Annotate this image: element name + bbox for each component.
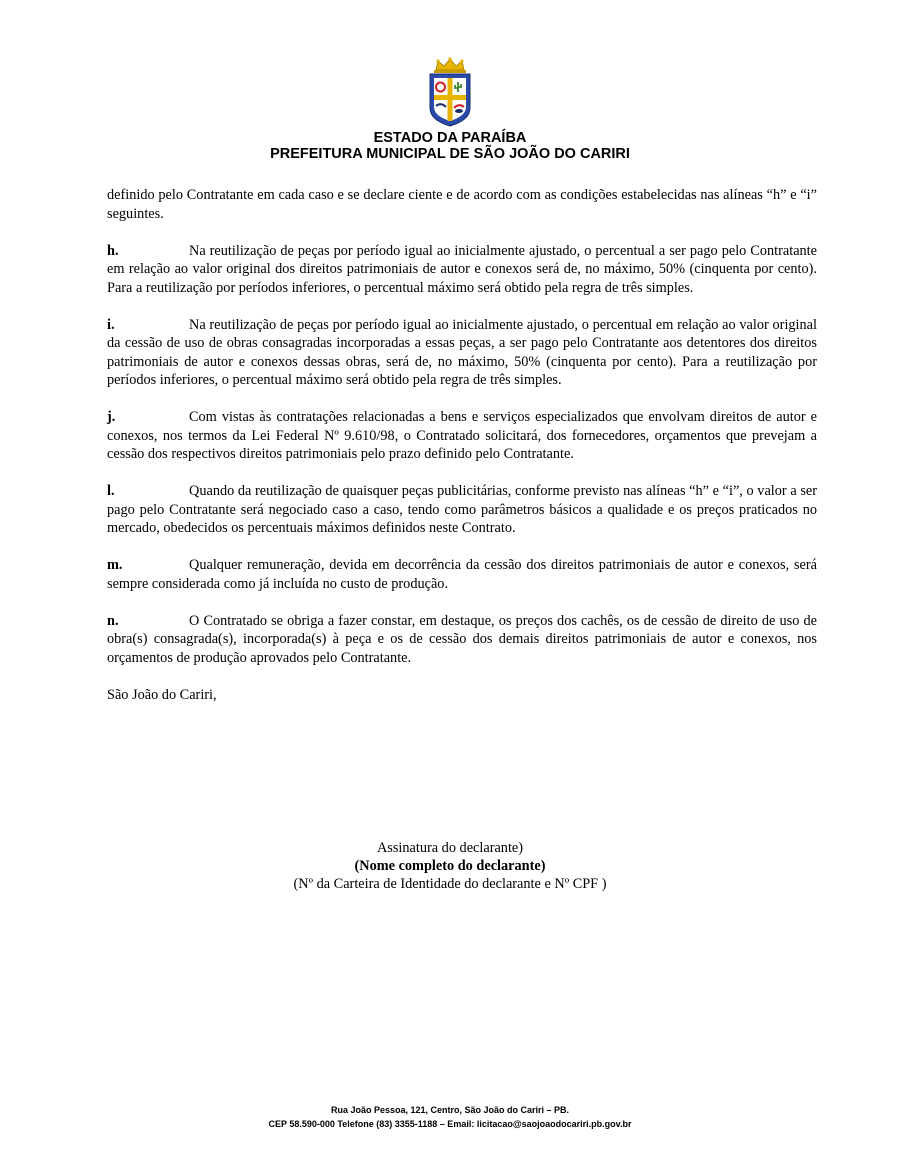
clause-j [107, 408, 817, 464]
clause-m [107, 556, 817, 593]
municipality-name: PREFEITURA MUNICIPAL DE SÃO JOÃO DO CARIRI [270, 146, 630, 162]
state-name: ESTADO DA PARAÍBA [373, 130, 527, 146]
municipal-crest-icon [420, 56, 480, 128]
clause-label: l. [107, 483, 115, 499]
clause-label: m. [107, 557, 123, 573]
footer-address: Rua João Pessoa, 121, Centro, São João do Cariri – PB. [330, 1105, 570, 1115]
clause-text: Na reutilização de peças por período igual ao inicialmente ajustado, o percentual a ser pago pelo Contratante em relação ao valor original dos direitos patrimoniais de autor e conexos será de, no máximo, 50% (cinquenta por cento). Para a reutilização por períodos inferiores, o percentual máximo será obtido pela regra de três simples. [107, 242, 817, 296]
signature-line: Assinatura do declarante) [376, 840, 524, 856]
place-date-line: São João do Cariri, [107, 686, 217, 703]
footer-contact: CEP 58.590-000 Telefone (83) 3355-1188 – Email: licitacao@saojoaodocariri.pb.gov.br [268, 1119, 632, 1129]
clause-h [107, 242, 817, 298]
clause-text: Quando da reutilização de quaisquer peças publicitárias, conforme previsto nas alíneas “h” e “i”, o valor a ser pago pelo Contratante será negociado caso a caso, tendo como parâmetros básicos a qualidade e os preços praticados no mercado, obedecidos os percentuais máximos definidos neste Contrato. [107, 483, 817, 536]
intro-paragraph: definido pelo Contratante em cada caso e se declare ciente e de acordo com as condições estabelecidas nas alíneas “h” e “i” seguintes. [107, 187, 817, 222]
letterhead [0, 56, 900, 162]
clause-l [107, 482, 817, 538]
clause-text: O Contratado se obriga a fazer constar, em destaque, os preços dos cachês, os de cessão de direito de uso de obra(s) consagrada(s), incorporada(s) à peça e os de cessão dos demais direitos patrimoniais de autor e conexos, nos orçamentos de produção aprovados pelo Contratante. [107, 612, 817, 666]
clause-label: i. [107, 316, 115, 333]
document-body [107, 186, 817, 704]
page-footer [0, 1103, 900, 1131]
clause-label: h. [107, 242, 119, 259]
clause-label: n. [107, 612, 119, 629]
declarant-name: (Nome completo do declarante) [354, 858, 546, 874]
clause-text: Com vistas às contratações relacionadas a bens e serviços especializados que envolvam direitos de autor e conexos, nos termos da Lei Federal Nº 9.610/98, o Contratado solicitará, dos fornecedores, orçamentos que prevejam a cessão dos respectivos direitos patrimoniais pelo prazo definido pelo Contratante. [107, 409, 817, 462]
clause-label: j. [107, 409, 116, 425]
clause-i [107, 316, 817, 390]
clause-n [107, 612, 817, 668]
clause-text: Na reutilização de peças por período igual ao inicialmente ajustado, o percentual em relação ao valor original da cessão de uso de obras consagradas incorporadas a essas peças, a ser pago pelo Contratante aos detentores dos direitos patrimoniais de autor e conexos dessas obras, será de, no máximo, 50% (cinquenta por cento). Para a reutilização por períodos inferiores, o percentual máximo será obtido pela regra de três simples. [107, 316, 817, 388]
clause-text: Qualquer remuneração, devida em decorrência da cessão dos direitos patrimoniais de autor e conexos, será sempre considerada como já incluída no custo de produção. [107, 557, 817, 592]
signature-block [0, 839, 900, 893]
declarant-id-line: (Nº da Carteira de Identidade do declarante e Nº CPF ) [293, 876, 607, 892]
